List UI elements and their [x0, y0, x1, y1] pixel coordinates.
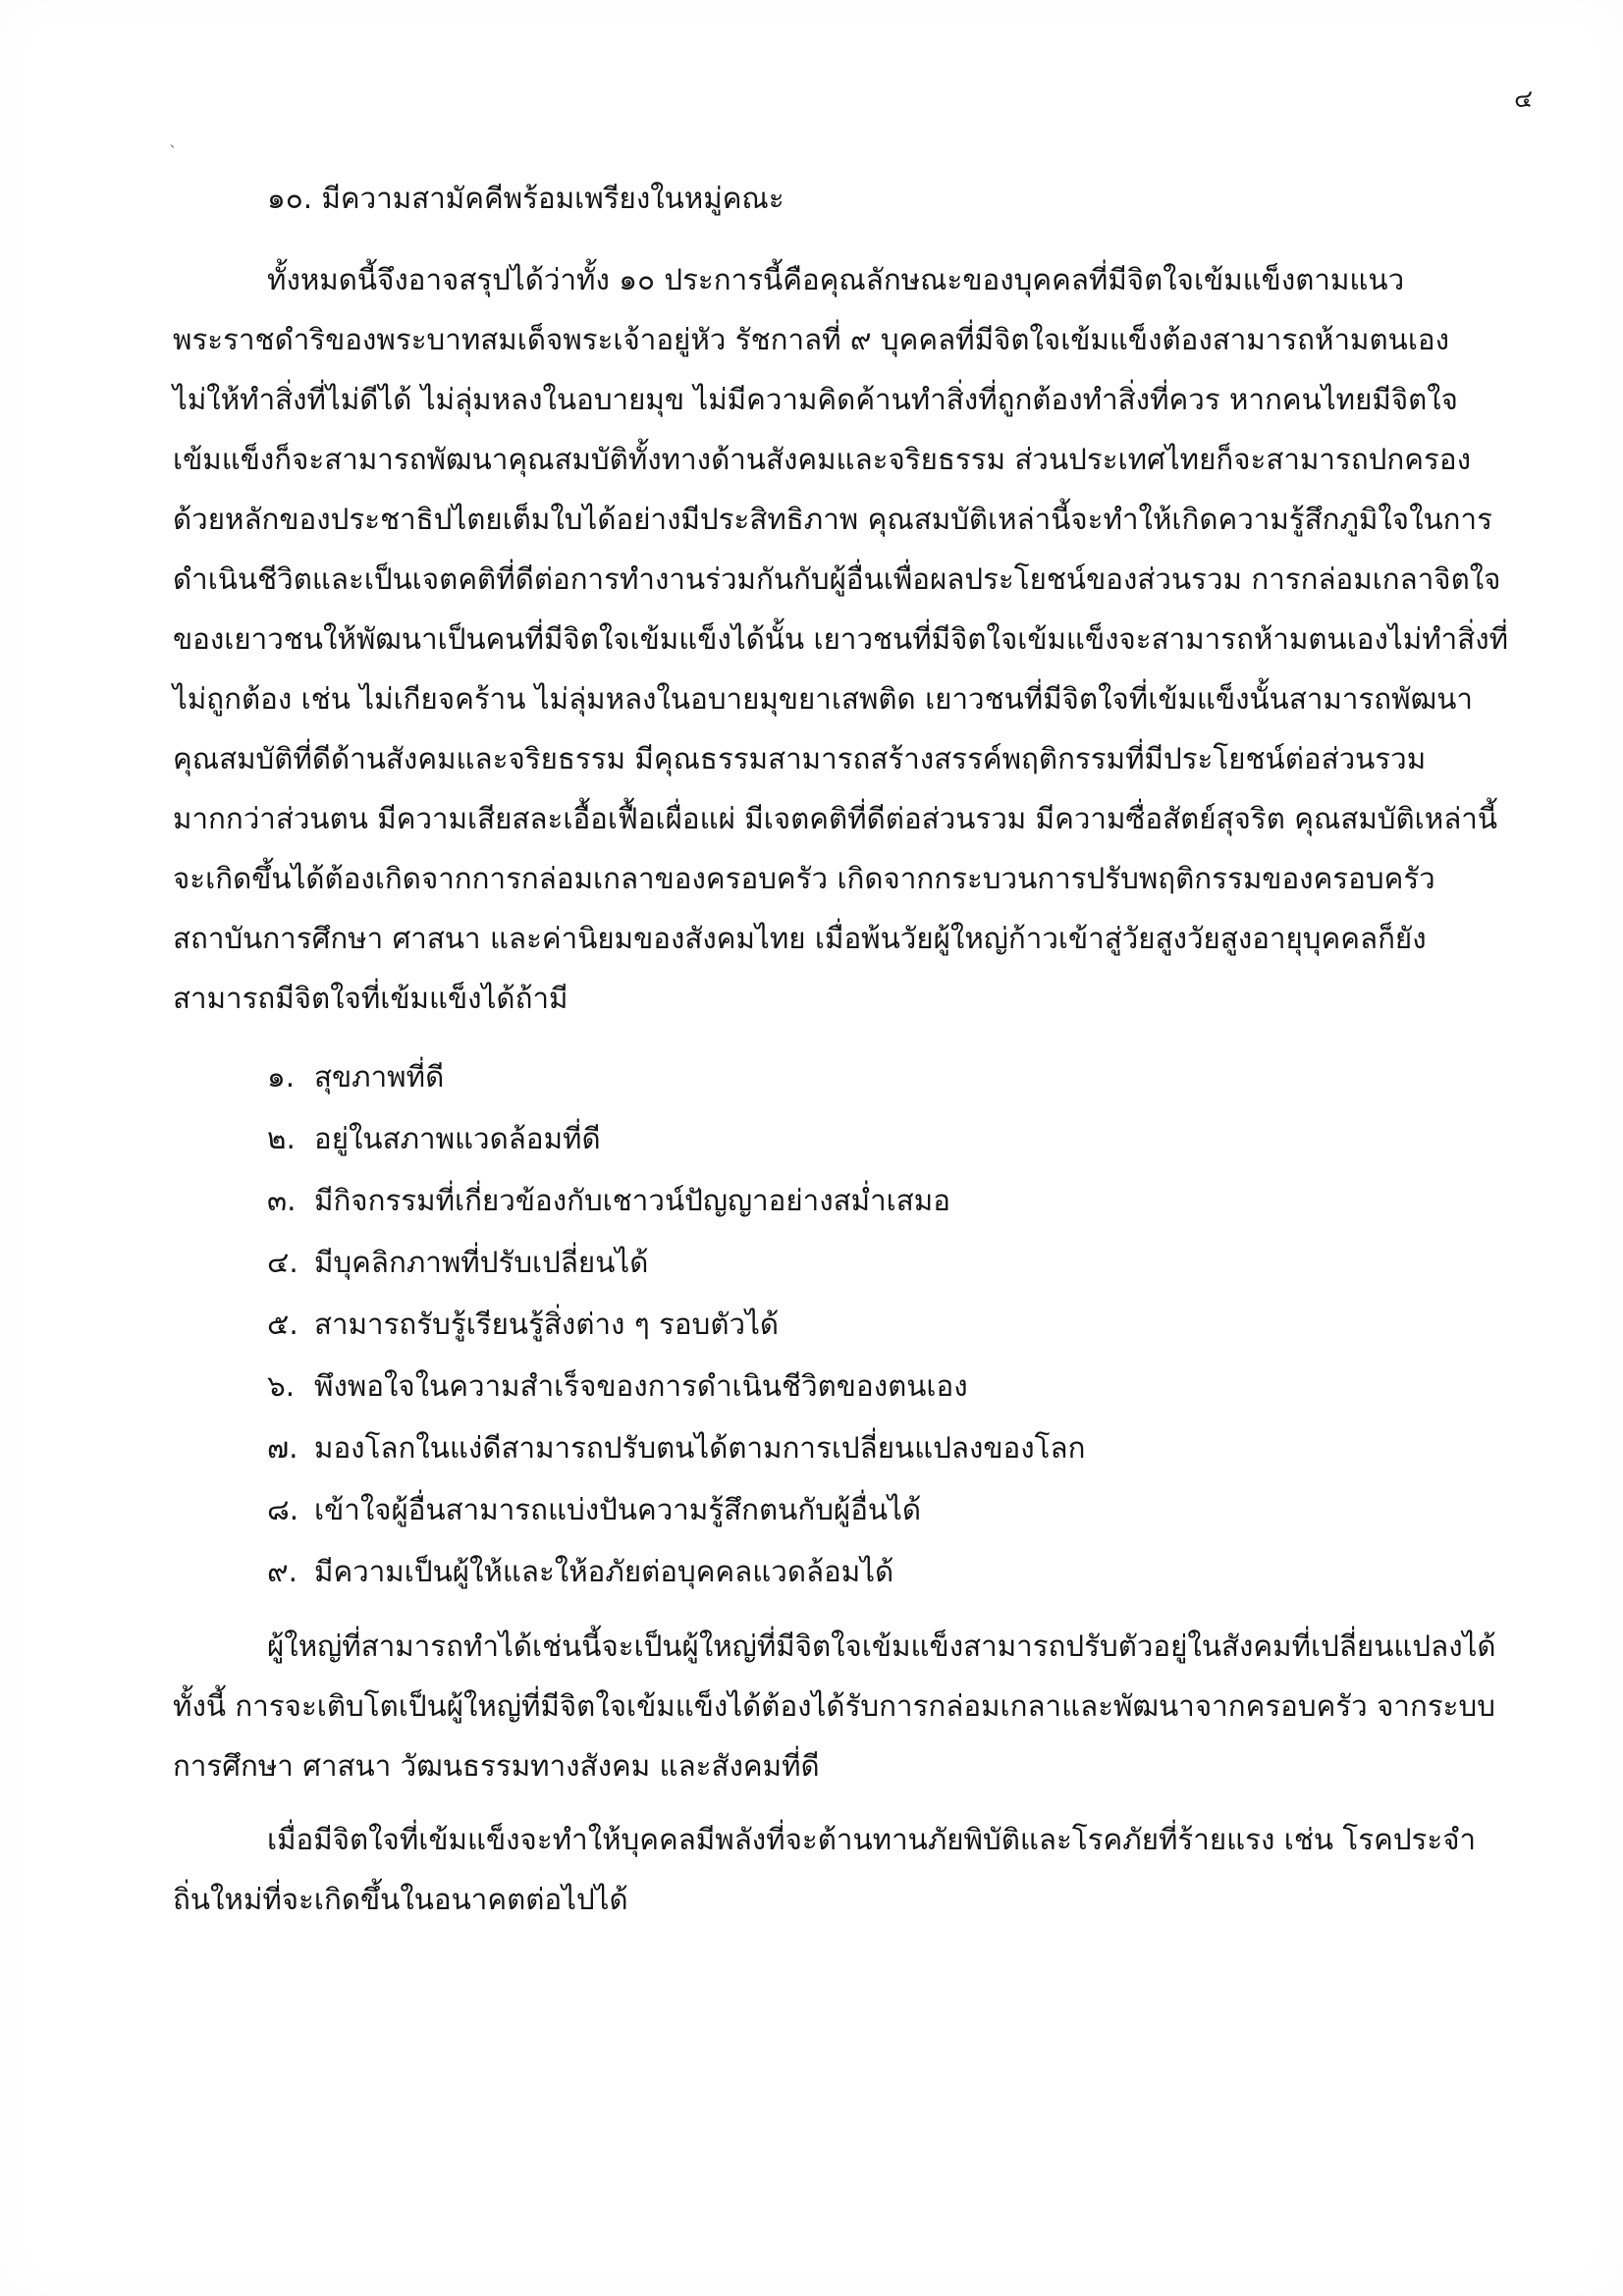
section-heading: ๑๐. มีความสามัคคีพร้อมเพรียงในหมู่คณะ [267, 182, 784, 215]
paragraph-line: ทั้งนี้ การจะเติบโตเป็นผู้ใหญ่ที่มีจิตใจเข้มแข็งได้ต้องได้รับการกล่อมเกลาและพัฒนาจากครอบครัว จากระบบ [173, 1689, 1495, 1723]
list-item-label: พึงพอใจในความสำเร็จของการดำเนินชีวิตของตนเอง [314, 1369, 968, 1403]
list-item-number: ๕. [267, 1308, 298, 1341]
paragraph-line: พระราชดำริของพระบาทสมเด็จพระเจ้าอยู่หัว รัชกาลที่ ๙ บุคคลที่มีจิตใจเข้มแข็งต้องสามารถห้ามตนเอง [173, 323, 1450, 356]
list-item-label: มีบุคลิกภาพที่ปรับเปลี่ยนได้ [314, 1246, 649, 1279]
paragraph-line: คุณสมบัติที่ดีด้านสังคมและจริยธรรม มีคุณธรรมสามารถสร้างสรรค์พฤติกรรมที่มีประโยชน์ต่อส่วนรวม [173, 742, 1427, 775]
paragraph-line: ทั้งหมดนี้จึงอาจสรุปได้ว่าทั้ง ๑๐ ประการนี้คือคุณลักษณะของบุคคลที่มีจิตใจเข้มแข็งตามแนว [267, 263, 1405, 296]
list-item-label: มีกิจกรรมที่เกี่ยวข้องกับเชาวน์ปัญญาอย่างสม่ำเสมอ [314, 1184, 950, 1217]
list-item-label: สุขภาพที่ดี [314, 1060, 445, 1094]
list-item-number: ๖. [267, 1369, 296, 1403]
paragraph-line: ของเยาวชนให้พัฒนาเป็นคนที่มีจิตใจเข้มแข็งได้นั้น เยาวชนที่มีจิตใจเข้มแข็งจะสามารถห้ามตนเองไม่ทำสิ่งที่ [173, 622, 1509, 656]
list-item [173, 1356, 1439, 1417]
paragraph-line: มากกว่าส่วนตน มีความเสียสละเอื้อเฟื้อเผื่อแผ่ มีเจตคติที่ดีต่อส่วนรวม มีความซื่อสัตย์สุจริต คุณสมบัติเหล่านี้ [173, 802, 1498, 835]
paragraph-line: สถาบันการศึกษา ศาสนา และค่านิยมของสังคมไทย เมื่อพ้นวัยผู้ใหญ่ก้าวเข้าสู่วัยสูงวัยสูงอายุบุคคลก็ยัง [173, 922, 1427, 955]
list-item [173, 1232, 1439, 1294]
list-item-number: ๘. [267, 1493, 299, 1526]
stray-pen-mark: ` [169, 143, 178, 163]
paragraph-line: ถิ่นใหม่ที่จะเกิดขึ้นในอนาคตต่อไปได้ [173, 1883, 628, 1916]
list-item-label: เข้าใจผู้อื่นสามารถแบ่งปันความรู้สึกตนกับผู้อื่นได้ [314, 1493, 922, 1526]
list-item [173, 1108, 1439, 1170]
paragraph-line: ด้วยหลักของประชาธิปไตยเต็มใบได้อย่างมีประสิทธิภาพ คุณสมบัติเหล่านี้จะทำให้เกิดความรู้สึกภูมิใจในการ [173, 503, 1492, 536]
list-item-number: ๒. [267, 1122, 296, 1155]
conditions-list [173, 1046, 1439, 1603]
list-item-label: มองโลกในแง่ดีสามารถปรับตนได้ตามการเปลี่ยนแปลงของโลก [314, 1431, 1086, 1465]
page-number: ๔ [1514, 84, 1533, 113]
list-item [173, 1417, 1439, 1479]
list-item [173, 1479, 1439, 1541]
paragraph-resilience [173, 1810, 1477, 1930]
list-item-number: ๔. [267, 1246, 298, 1279]
list-item [173, 1170, 1439, 1232]
list-item-label: อยู่ในสภาพแวดล้อมที่ดี [314, 1122, 601, 1155]
list-item-number: ๑. [267, 1060, 296, 1094]
list-item [173, 1294, 1439, 1356]
paragraph-line: ไม่ให้ทำสิ่งที่ไม่ดีได้ ไม่ลุ่มหลงในอบายมุข ไม่มีความคิดค้านทำสิ่งที่ถูกต้องทำสิ่งที่ควร หากคนไทยมีจิตใจ [173, 383, 1458, 416]
paragraph-adults [173, 1617, 1496, 1796]
list-item [173, 1541, 1439, 1603]
list-item-label: มีความเป็นผู้ให้และให้อภัยต่อบุคคลแวดล้อมได้ [314, 1555, 894, 1588]
paragraph-summary [173, 250, 1509, 1029]
document-body [173, 169, 1509, 1930]
paragraph-line: ผู้ใหญ่ที่สามารถทำได้เช่นนี้จะเป็นผู้ใหญ่ที่มีจิตใจเข้มแข็งสามารถปรับตัวอยู่ในสังคมที่เปลี่ยนแปลงได้ [267, 1629, 1496, 1663]
paragraph-line: เข้มแข็งก็จะสามารถพัฒนาคุณสมบัติทั้งทางด้านสังคมและจริยธรรม ส่วนประเทศไทยก็จะสามารถปกครอง [173, 443, 1471, 476]
list-item-number: ๙. [267, 1555, 298, 1588]
paragraph-line: จะเกิดขึ้นได้ต้องเกิดจากการกล่อมเกลาของครอบครัว เกิดจากกระบวนการปรับพฤติกรรมของครอบครัว [173, 862, 1435, 895]
list-item [173, 1046, 1439, 1108]
list-item-number: ๓. [267, 1184, 297, 1217]
paragraph-line: ไม่ถูกต้อง เช่น ไม่เกียจคร้าน ไม่ลุ่มหลงในอบายมุขยาเสพติด เยาวชนที่มีจิตใจที่เข้มแข็งนั้นสามารถพัฒนา [173, 682, 1473, 716]
paragraph-line: ดำเนินชีวิตและเป็นเจตคติที่ดีต่อการทำงานร่วมกันกับผู้อื่นเพื่อผลประโยชน์ของส่วนรวม การกล่อมเกลาจิตใจ [173, 562, 1501, 596]
paragraph-line: การศึกษา ศาสนา วัฒนธรรมทางสังคม และสังคมที่ดี [173, 1749, 820, 1783]
paragraph-line: เมื่อมีจิตใจที่เข้มแข็งจะทำให้บุคคลมีพลังที่จะต้านทานภัยพิบัติและโรคภัยที่ร้ายแรง เช่น โรคประจำ [267, 1823, 1477, 1856]
paragraph-line: สามารถมีจิตใจที่เข้มแข็งได้ถ้ามี [173, 982, 568, 1015]
list-item-number: ๗. [267, 1431, 298, 1465]
list-item-label: สามารถรับรู้เรียนรู้สิ่งต่าง ๆ รอบตัวได้ [314, 1308, 780, 1341]
